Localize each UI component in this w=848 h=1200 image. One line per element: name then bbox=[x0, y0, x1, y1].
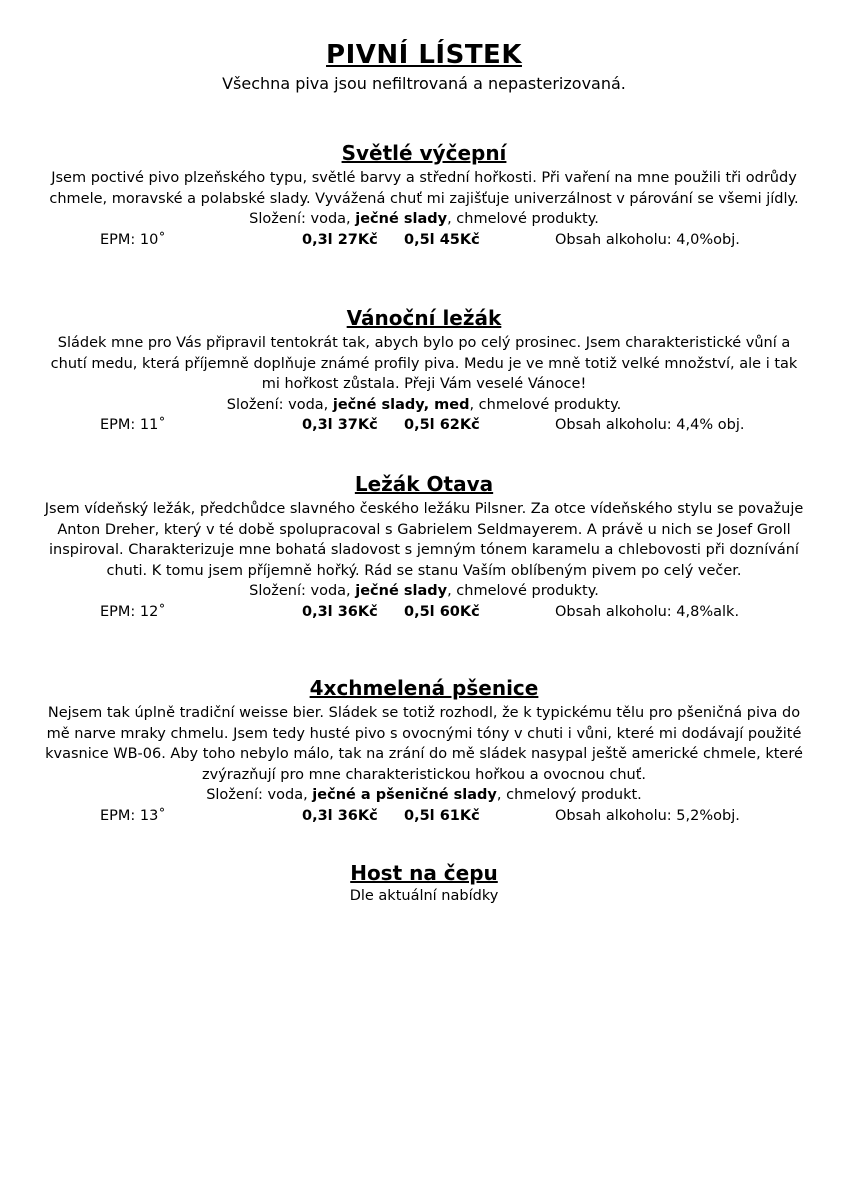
composition-suffix: , chmelové produkty. bbox=[469, 396, 622, 413]
beer-alcohol: Obsah alkoholu: 4,0%obj. bbox=[555, 231, 740, 248]
beer-epm: EPM: 10˚ bbox=[100, 231, 166, 248]
beer-name: Světlé výčepní bbox=[341, 141, 507, 165]
beer-price-03: 0,3l 36Kč bbox=[302, 807, 378, 824]
guest-beer-name: Host na čepu bbox=[350, 861, 498, 885]
beer-name: Vánoční ležák bbox=[346, 306, 502, 330]
beer-composition bbox=[40, 785, 808, 806]
beer-info-row bbox=[40, 602, 808, 622]
beer-description: Jsem vídeňský ležák, předchůdce slavného českého ležáku Pilsner. Za otce vídeňského stylu se považuje Anton Dreher, který v té době spolupracoval s Gabrielem Seldmayerem. A právě u nich se Josef Groll inspiroval. Charakterizuje mne bohatá sladovost s jemným tónem karamelu a chlebovosti při doznívání chuti. K tomu jsem příjemně hořký. Rád se stanu Vaším oblíbeným pivem po celý večer. bbox=[44, 501, 804, 579]
beer-info-row bbox=[40, 806, 808, 826]
composition-suffix: , chmelové produkty. bbox=[447, 211, 599, 227]
beer-item-vanocni-lezak bbox=[40, 305, 808, 435]
beer-alcohol: Obsah alkoholu: 4,4% obj. bbox=[555, 417, 745, 433]
beer-description: Jsem poctivé pivo plzeňského typu, světlé barvy a střední hořkosti. Při vaření na mne použili tři odrůdy chmele, moravské a polabské slady. Vyvážená chuť mi zajišťuje univerzálnost v párování se všemi jídly. bbox=[49, 170, 799, 207]
beer-composition bbox=[40, 209, 808, 230]
page-title: PIVNÍ LÍSTEK bbox=[326, 40, 522, 70]
beer-item-svetle-vycepni bbox=[40, 140, 808, 250]
beer-item-lezak-otava bbox=[40, 471, 808, 622]
beer-price-03: 0,3l 36Kč bbox=[302, 603, 378, 620]
beer-info-row bbox=[40, 230, 808, 250]
composition-bold: ječné a pšeničné slady bbox=[312, 787, 497, 803]
beer-alcohol: Obsah alkoholu: 4,8%alk. bbox=[555, 603, 740, 620]
composition-bold: ječné slady bbox=[355, 211, 448, 227]
page-subtitle: Všechna piva jsou nefiltrovaná a nepasterizovaná. bbox=[222, 74, 626, 93]
composition-bold: ječné slady, med bbox=[332, 396, 470, 413]
beer-info-row bbox=[40, 415, 808, 435]
beer-epm: EPM: 12˚ bbox=[100, 603, 166, 620]
composition-prefix: Složení: voda, bbox=[249, 583, 356, 599]
beer-price-03: 0,3l 37Kč bbox=[302, 417, 378, 433]
beer-description: Nejsem tak úplně tradiční weisse bier. Sládek se totiž rozhodl, že k typickému tělu pro pšeničná piva do mě narve mraky chmelu. Jsem tedy husté pivo s ovocnými tóny v chuti i vůni, které mi dodávají použité kvasnice WB-06. Aby toho nebylo málo, tak na zrání do mě sládek nasypal ještě americké chmele, které zvýrazňují pro mne charakteristickou hořkou a ovocnou chuť. bbox=[45, 705, 803, 783]
composition-suffix: , chmelový produkt. bbox=[496, 787, 642, 803]
composition-prefix: Složení: voda, bbox=[226, 396, 333, 413]
beer-price-05: 0,5l 45Kč bbox=[404, 231, 480, 248]
beer-item-4xchmelena-psenice bbox=[40, 675, 808, 826]
beer-price-03: 0,3l 27Kč bbox=[302, 231, 378, 248]
beer-epm: EPM: 11˚ bbox=[100, 417, 166, 433]
beer-name: Ležák Otava bbox=[354, 472, 494, 496]
composition-suffix: , chmelové produkty. bbox=[447, 583, 599, 599]
beer-composition bbox=[40, 395, 808, 416]
composition-prefix: Složení: voda, bbox=[249, 211, 356, 227]
beer-name: 4xchmelená pšenice bbox=[309, 676, 539, 700]
beer-price-05: 0,5l 62Kč bbox=[404, 417, 480, 433]
beer-description: Sládek mne pro Vás připravil tentokrát tak, abych bylo po celý prosinec. Jsem charakteristické vůní a chutí medu, která příjemně doplňuje známé profily piva. Medu je ve mně totiž velké množství, ale i tak mi hořkost zůstala. Přeji Vám veselé Vánoce! bbox=[50, 335, 798, 392]
beer-price-05: 0,5l 61Kč bbox=[404, 807, 480, 824]
beer-alcohol: Obsah alkoholu: 5,2%obj. bbox=[555, 807, 740, 824]
composition-bold: ječné slady bbox=[355, 583, 448, 599]
composition-prefix: Složení: voda, bbox=[206, 787, 313, 803]
beer-price-05: 0,5l 60Kč bbox=[404, 603, 480, 620]
guest-beer-description: Dle aktuální nabídky bbox=[349, 888, 499, 904]
guest-beer-section bbox=[0, 860, 848, 906]
beer-epm: EPM: 13˚ bbox=[100, 807, 166, 824]
beer-composition bbox=[40, 581, 808, 602]
